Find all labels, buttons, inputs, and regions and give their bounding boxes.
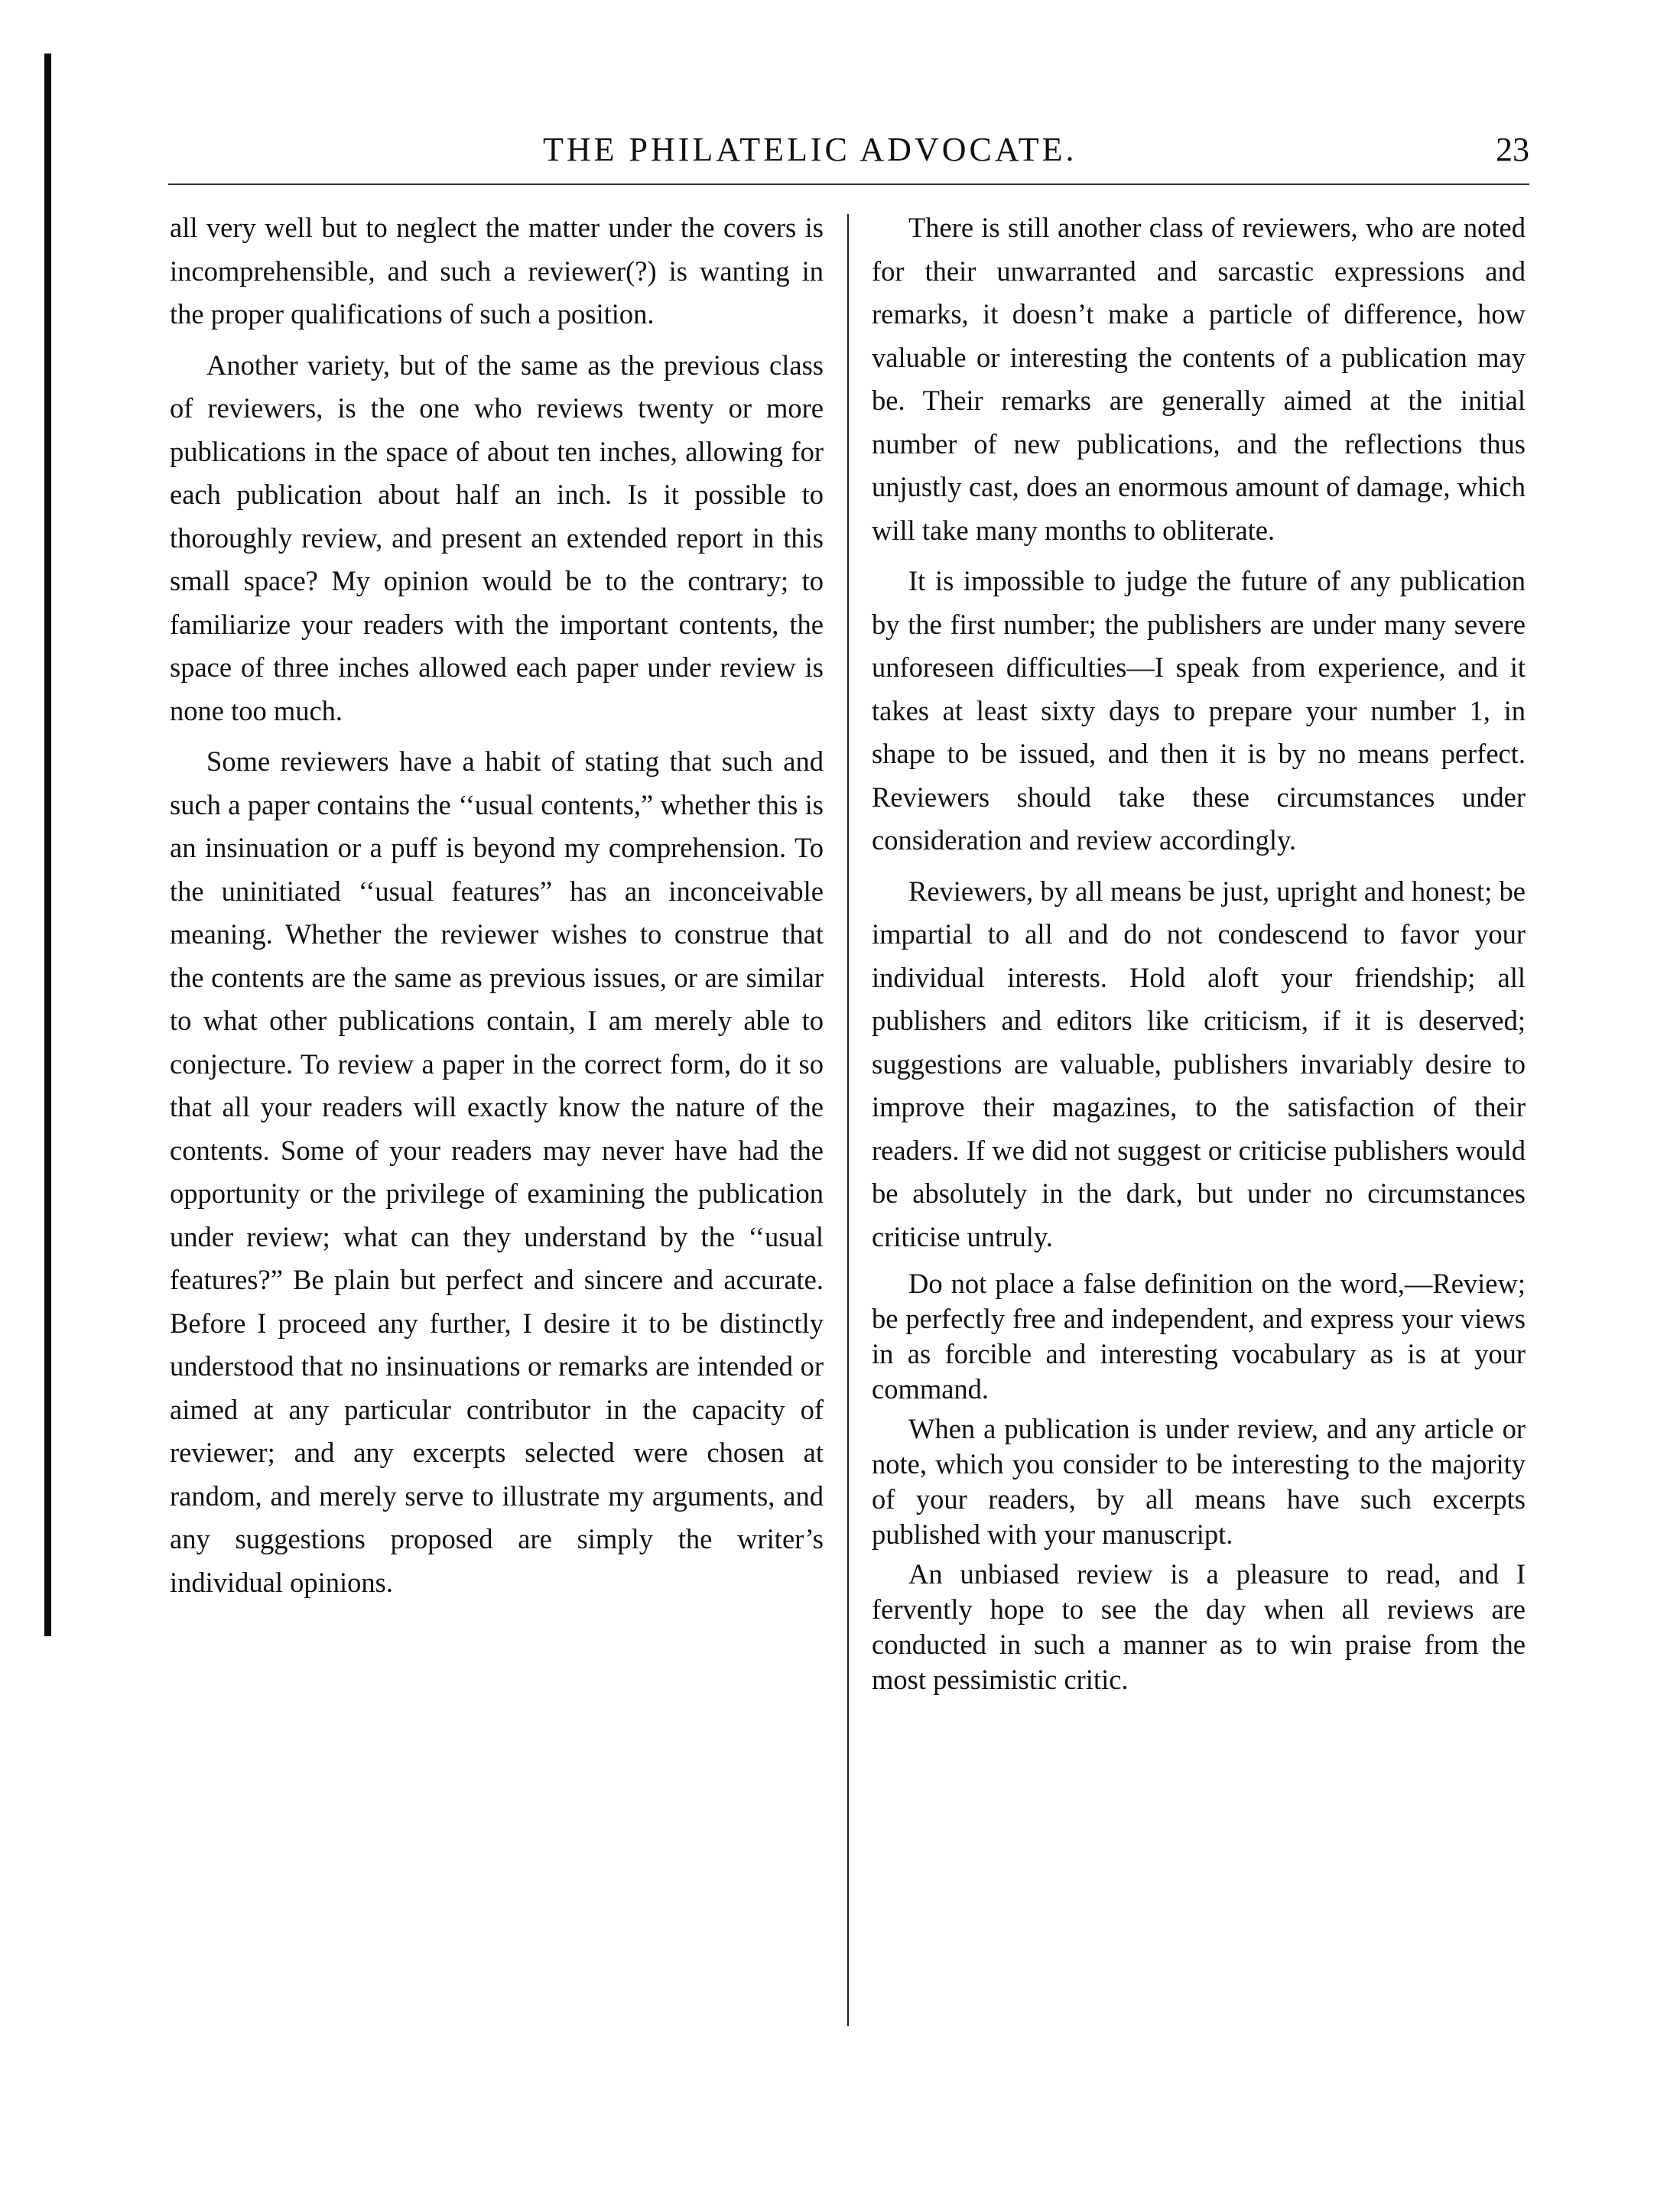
paragraph: An unbiased review is a pleasure to read, and I fervently hope to see the day when all reviews are conducted in such a manner as to win praise from the most pessimistic critic. xyxy=(872,1558,1526,1695)
paragraph: When a publication is under review, and any article or note, which you consider to be interesting to the majority of your readers, by all means have such excerpts published with your manuscript. xyxy=(872,1413,1526,1550)
running-header xyxy=(168,130,1529,184)
paragraph: It is impossible to judge the future of any publication by the first number; the publishers are under many severe unforeseen difficulties—I speak from experience, and it takes at least sixty days to prepare your number 1, in shape to be issued, and then it is by no means perfect. Reviewers should take these circumstances under consideration and review accordingly. xyxy=(872,565,1526,856)
column-divider xyxy=(847,214,849,2026)
paragraph: There is still another class of reviewers, who are noted for their unwarranted and sarcastic expressions and remarks, it doesn’t make a particle of difference, how valuable or interesting the contents of a publication may be. Their remarks are generally aimed at the initial number of new publications, and the reflections thus unjustly cast, does an enormous amount of damage, which will take many months to obliterate. xyxy=(872,212,1526,546)
paragraph: Reviewers, by all means be just, upright and honest; be impartial to all and do not condescend to favor your individual interests. Hold aloft your friendship; all publishers and editors like criticism, if it is deserved; suggestions are valuable, publishers invariably desire to improve their magazines, to the satisfaction of their readers. If we did not suggest or criticise publishers would be absolutely in the dark, but under no circumstances criticise untruly. xyxy=(872,875,1526,1252)
journal-title: THE PHILATELIC ADVOCATE. xyxy=(543,131,1077,168)
header-rule xyxy=(168,184,1529,185)
paragraph: Some reviewers have a habit of stating that such and such a paper contains the ‘‘usual contents,” whether this is an insinuation or a puff is beyond my comprehension. To the uninitiated ‘‘usual features” has an inconceivable meaning. Whether the reviewer wishes to construe that the contents are the same as previous issues, or are similar to what other publications contain, I am merely able to conjecture. To review a paper in the correct form, do it so that all your readers will exactly know the nature of the contents. Some of your readers may never have had the opportunity or the privilege of examining the publication under review; what can they understand by the ‘‘usual features?” Be plain but perfect and sincere and accurate. Before I proceed any further, I desire it to be distinctly understood that no insinuations or remarks are intended or aimed at any particular contributor in the capacity of reviewer; and any excerpts selected were chosen at random, and merely serve to illustrate my arguments, and any suggestions proposed are simply the writer’s individual opinions. xyxy=(170,745,824,1598)
paragraph: all very well but to neglect the matter under the covers is incomprehensible, and such a reviewer(?) is wanting in the proper qualifications of such a position. xyxy=(170,212,824,330)
binding-edge-line xyxy=(44,54,51,1636)
paragraph: Another variety, but of the same as the previous class of reviewers, is the one who reviews twenty or more publications in the space of about ten inches, allowing for each publication about half an inch. Is it possible to thoroughly review, and present an extended report in this small space? My opinion would be to the contrary; to familiarize your readers with the important contents, the space of three inches allowed each paper under review is none too much. xyxy=(170,349,824,726)
paragraph: Do not place a false definition on the word,—Review; be perfectly free and independent, and express your views in as forcible and interesting vocabulary as is at your command. xyxy=(872,1268,1526,1405)
page-number: 23 xyxy=(1496,131,1529,168)
left-column xyxy=(170,206,824,1612)
right-column xyxy=(872,206,1526,1702)
